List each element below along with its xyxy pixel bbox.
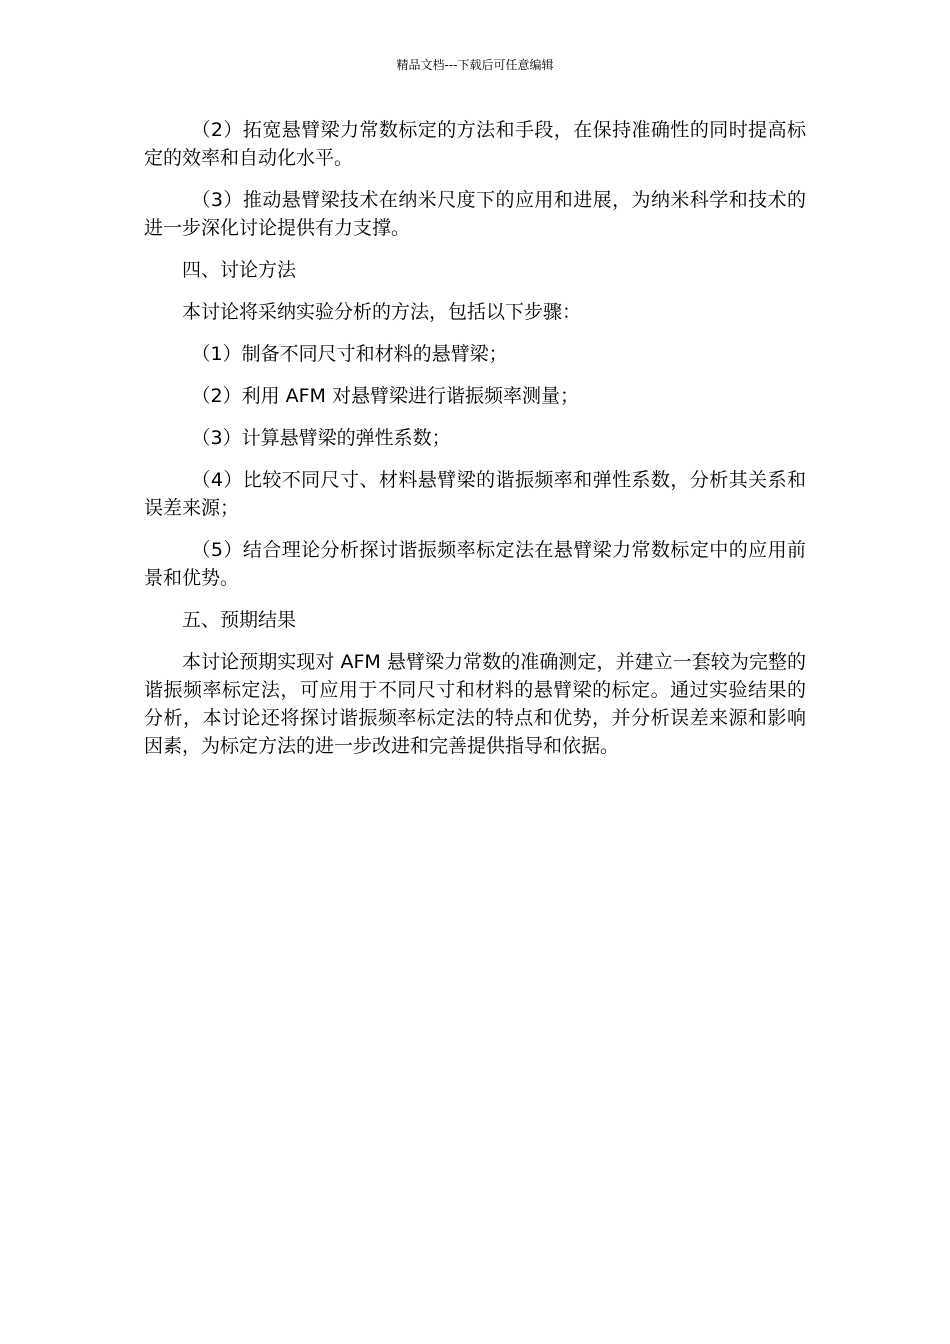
- objective-item-3: （3）推动悬臂梁技术在纳米尺度下的应用和进展，为纳米科学和技术的进一步深化讨论提供有力支撑。: [144, 189, 806, 239]
- expected-results-paragraph: 本讨论预期实现对 AFM 悬臂梁力常数的准确测定，并建立一套较为完整的谐振频率标定法，可应用于不同尺寸和材料的悬臂梁的标定。通过实验结果的分析，本讨论还将探讨谐振频率标定法的特点和优势，并分析误差来源和影响因素，为标定方法的进一步改进和完善提供指导和依据。: [144, 651, 806, 757]
- page-header: 精品文档---下载后可任意编辑: [396, 58, 554, 72]
- section-heading-methods: 四、讨论方法: [182, 259, 297, 281]
- objective-item-2: （2）拓宽悬臂梁力常数标定的方法和手段，在保持准确性的同时提高标定的效率和自动化水平。: [144, 119, 806, 169]
- method-step-4: （4）比较不同尺寸、材料悬臂梁的谐振频率和弹性系数，分析其关系和误差来源；: [144, 469, 806, 519]
- method-step-1: （1）制备不同尺寸和材料的悬臂梁；: [191, 343, 508, 365]
- method-step-3: （3）计算悬臂梁的弹性系数；: [191, 427, 451, 449]
- method-step-2: （2）利用 AFM 对悬臂梁进行谐振频率测量；: [191, 385, 579, 407]
- methods-intro: 本讨论将采纳实验分析的方法，包括以下步骤：: [182, 301, 582, 323]
- section-heading-expected-results: 五、预期结果: [182, 609, 297, 631]
- document-body: [144, 116, 806, 774]
- method-step-5: （5）结合理论分析探讨谐振频率标定法在悬臂梁力常数标定中的应用前景和优势。: [144, 539, 806, 589]
